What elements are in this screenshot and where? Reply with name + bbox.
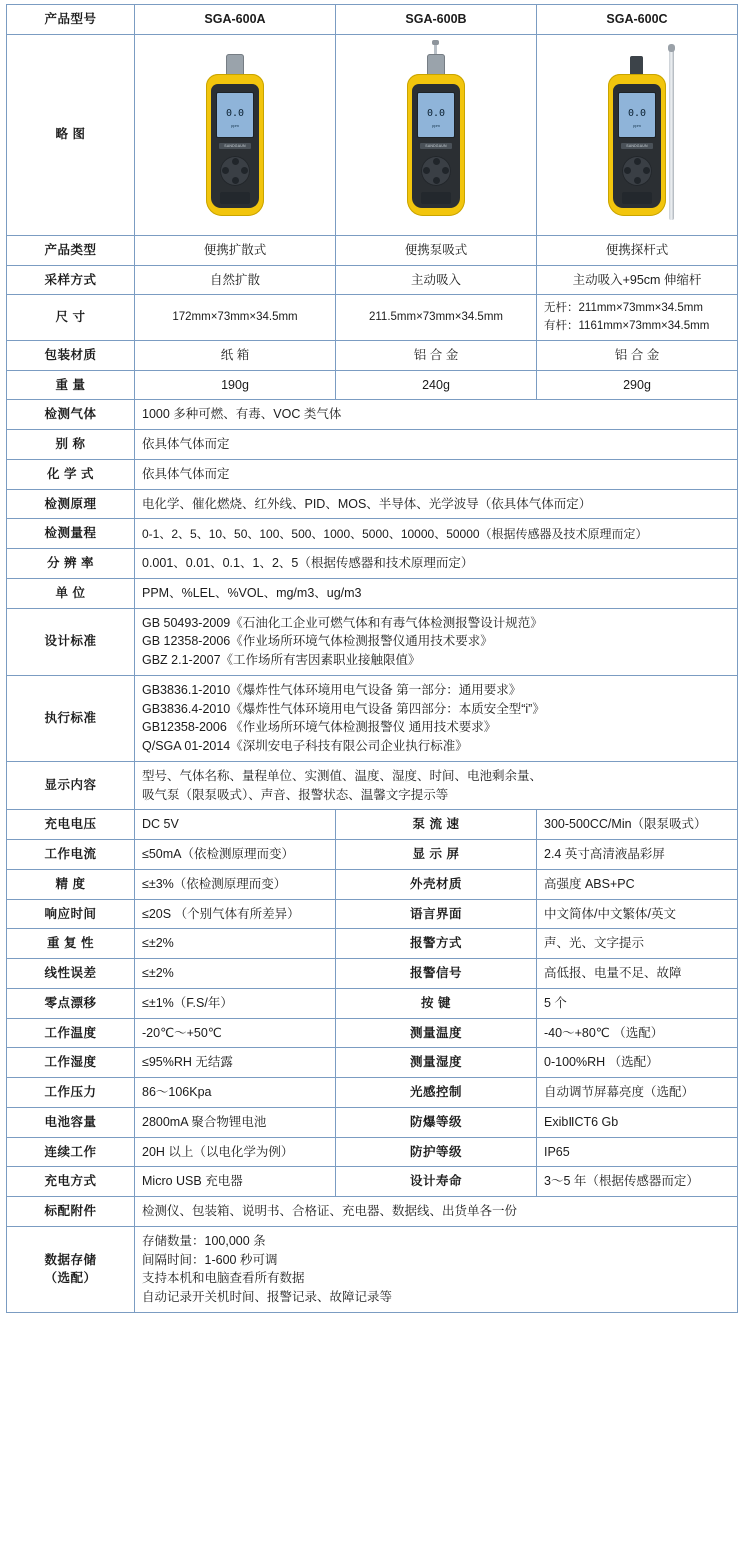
portable-pump-device-image [401,40,471,230]
sensor-cap-icon [226,54,244,76]
row-label-size: 尺 寸 [7,295,135,341]
row-label-working-pressure: 工作压力 [7,1078,135,1108]
product-type-c: 便携探杆式 [537,235,738,265]
device-screen [618,92,656,138]
storage-line-3: 支持本机和电脑查看所有数据 [142,1271,305,1286]
row-label-repeatability: 重 复 性 [7,929,135,959]
table-row-alias [7,430,738,460]
portable-diffusion-device-image [200,40,270,230]
display-content-value [135,761,738,810]
storage-value [135,1226,738,1312]
row-label-pump-flow: 泵 流 速 [336,810,537,840]
storage-line-2: 间隔时间：1-600 秒可调 [142,1252,278,1267]
row-label-display-content: 显示内容 [7,761,135,810]
row-label-language: 语言界面 [336,899,537,929]
model-a: SGA-600A [135,5,336,35]
display-content-line-2: 吸气泵（限泵吸式）、声音、报警状态、温馨文字提示等 [142,787,449,802]
measure-humidity-value: 0-100%RH （选配） [537,1048,738,1078]
row-label-working-current: 工作电流 [7,840,135,870]
design-life-value: 3～5 年（根据传感器而定） [537,1167,738,1197]
device-brand-c: SANDGAUN [621,143,653,149]
range-value: 0-1、2、5、10、50、100、500、1000、5000、10000、50000（根据传感器及技术原理而定） [135,519,738,549]
row-label-sketch: 略 图 [7,34,135,235]
exec-standard-line-3: GB12358-2006 《作业场所环境气体检测报警仪 通用技术要求》 [142,720,497,735]
table-row-pair-9 [7,1078,738,1108]
table-row-packing [7,340,738,370]
row-label-design-life: 设计寿命 [336,1167,537,1197]
row-label-charge-voltage: 充电电压 [7,810,135,840]
portable-probe-device-image [602,40,672,230]
key-left [222,167,229,174]
linearity-error-value: ≤±2% [135,959,336,989]
row-label-continuous-work: 连续工作 [7,1137,135,1167]
sketch-cell-b [336,34,537,235]
packing-a: 纸 箱 [135,340,336,370]
row-label-measure-temperature: 测量温度 [336,1018,537,1048]
row-label-response-time: 响应时间 [7,899,135,929]
row-label-accuracy: 精 度 [7,869,135,899]
design-standard-line-3: GBZ 2.1-2007《工作场所有害因素职业接触限值》 [142,653,421,667]
size-c-line1: 无杆：211mm×73mm×34.5mm [544,302,703,315]
device-keypad [220,156,250,186]
battery-capacity-value: 2800mA 聚合物锂电池 [135,1107,336,1137]
device-speaker-grill [622,192,652,204]
row-label-storage-line1: 数据存储 [44,1252,97,1267]
alarm-signal-value: 高低报、电量不足、故障 [537,959,738,989]
exec-standard-line-2: GB3836.4-2010《爆炸性气体环境用电气设备 第四部分：本质安全型“i”》 [142,701,545,716]
shell-material-value: 高强度 ABS+PC [537,869,738,899]
light-control-value: 自动调节屏幕亮度（选配） [537,1078,738,1108]
working-pressure-value: 86～106Kpa [135,1078,336,1108]
charge-method-value: Micro USB 充电器 [135,1167,336,1197]
table-row-size [7,295,738,341]
working-humidity-value: ≤95%RH 无结露 [135,1048,336,1078]
key-left [624,167,631,174]
sampling-a: 自然扩散 [135,265,336,295]
design-standard-value [135,608,738,675]
unit-value: PPM、%LEL、%VOL、mg/m3、ug/m3 [135,578,738,608]
row-label-design-standard: 设计标准 [7,608,135,675]
row-label-explosion-proof: 防爆等级 [336,1107,537,1137]
pump-inlet-tip-icon [432,40,439,45]
table-row-pair-7 [7,1018,738,1048]
row-label-alarm-signal: 报警信号 [336,959,537,989]
working-temperature-value: -20℃～+50℃ [135,1018,336,1048]
row-label-weight: 重 量 [7,370,135,400]
product-type-a: 便携扩散式 [135,235,336,265]
key-down [433,177,440,184]
weight-b: 240g [336,370,537,400]
table-row-pair-5 [7,959,738,989]
row-label-keys: 按 键 [336,988,537,1018]
table-row-storage [7,1226,738,1312]
sampling-b: 主动吸入 [336,265,537,295]
table-row-unit [7,578,738,608]
table-row-pair-10 [7,1107,738,1137]
product-type-b: 便携泵吸式 [336,235,537,265]
charge-voltage-value: DC 5V [135,810,336,840]
table-row-pair-2 [7,869,738,899]
table-row-sampling [7,265,738,295]
row-label-working-humidity: 工作湿度 [7,1048,135,1078]
resolution-value: 0.001、0.01、0.1、1、2、5（根据传感器和技术原理而定） [135,549,738,579]
row-label-zero-drift: 零点漂移 [7,988,135,1018]
row-label-packing: 包装材质 [7,340,135,370]
row-label-alias: 别 称 [7,430,135,460]
screen-unit-a: ppm [231,122,239,128]
accessories-value: 检测仪、包装箱、说明书、合格证、充电器、数据线、出货单各一份 [135,1197,738,1227]
zero-drift-value: ≤±1%（F.S/年） [135,988,336,1018]
table-row-pair-3 [7,899,738,929]
continuous-work-value: 20H 以上（以电化学为例） [135,1137,336,1167]
row-label-model: 产品型号 [7,5,135,35]
response-time-value: ≤20S （个别气体有所差异） [135,899,336,929]
row-label-measure-humidity: 测量湿度 [336,1048,537,1078]
row-label-battery-capacity: 电池容量 [7,1107,135,1137]
size-a: 172mm×73mm×34.5mm [135,295,336,341]
row-label-principle: 检测原理 [7,489,135,519]
row-label-resolution: 分 辨 率 [7,549,135,579]
row-label-protection-grade: 防护等级 [336,1137,537,1167]
row-label-charge-method: 充电方式 [7,1167,135,1197]
screen-value-b: 0.0 [426,107,446,119]
key-down [232,177,239,184]
screen-value-a: 0.0 [225,107,245,119]
weight-a: 190g [135,370,336,400]
accuracy-value: ≤±3%（依检测原理而变） [135,869,336,899]
sketch-cell-a [135,34,336,235]
table-row-pair-11 [7,1137,738,1167]
row-label-storage [7,1226,135,1312]
row-label-light-control: 光感控制 [336,1078,537,1108]
device-screen [216,92,254,138]
pump-flow-value: 300-500CC/Min（限泵吸式） [537,810,738,840]
row-label-linearity-error: 线性误差 [7,959,135,989]
table-row-model [7,5,738,35]
packing-c: 铝 合 金 [537,340,738,370]
table-row-detect-gas [7,400,738,430]
explosion-proof-value: ExibⅡCT6 Gb [537,1107,738,1137]
device-screen [417,92,455,138]
keys-value: 5 个 [537,988,738,1018]
table-row-pair-1 [7,840,738,870]
row-label-shell-material: 外壳材质 [336,869,537,899]
device-brand-b: SANDGAUN [420,143,452,149]
detect-gas-value: 1000 多种可燃、有毒、VOC 类气体 [135,400,738,430]
row-label-sampling: 采样方式 [7,265,135,295]
table-row-range [7,519,738,549]
table-row-sketch [7,34,738,235]
device-keypad [421,156,451,186]
model-c: SGA-600C [537,5,738,35]
working-current-value: ≤50mA（依检测原理而变） [135,840,336,870]
row-label-accessories: 标配附件 [7,1197,135,1227]
row-label-exec-standard: 执行标准 [7,675,135,761]
protection-grade-value: IP65 [537,1137,738,1167]
exec-standard-line-1: GB3836.1-2010《爆炸性气体环境用电气设备 第一部分：通用要求》 [142,682,522,697]
storage-line-4: 自动记录开关机时间、报警记录、故障记录等 [142,1290,393,1304]
probe-tip-icon [668,44,675,52]
key-right [442,167,449,174]
exec-standard-value [135,675,738,761]
size-b: 211.5mm×73mm×34.5mm [336,295,537,341]
device-speaker-grill [220,192,250,204]
sketch-cell-c [537,34,738,235]
design-standard-line-2: GB 12358-2006《作业场所环境气体检测报警仪通用技术要求》 [142,634,493,649]
key-up [634,158,641,165]
table-row-resolution [7,549,738,579]
key-up [232,158,239,165]
language-value: 中文简体/中文繁体/英文 [537,899,738,929]
screen-value-c: 0.0 [627,107,647,119]
key-left [423,167,430,174]
alarm-mode-value: 声、光、文字提示 [537,929,738,959]
device-keypad [622,156,652,186]
probe-connector-icon [630,56,643,76]
table-row-exec-standard [7,675,738,761]
measure-temperature-value: -40～+80℃ （选配） [537,1018,738,1048]
size-c-line2: 有杆：1161mm×73mm×34.5mm [544,319,710,332]
row-label-detect-gas: 检测气体 [7,400,135,430]
row-label-formula: 化 学 式 [7,459,135,489]
sampling-c: 主动吸入+95cm 伸缩杆 [537,265,738,295]
key-down [634,177,641,184]
table-row-principle [7,489,738,519]
weight-c: 290g [537,370,738,400]
device-speaker-grill [421,192,451,204]
exec-standard-line-4: Q/SGA 01-2014《深圳安电子科技有限公司企业执行标准》 [142,739,468,753]
table-row-formula [7,459,738,489]
packing-b: 铝 合 金 [336,340,537,370]
row-label-unit: 单 位 [7,578,135,608]
storage-line-1: 存储数量：100,000 条 [142,1233,266,1248]
table-row-pair-12 [7,1167,738,1197]
key-right [241,167,248,174]
row-label-storage-line2: （选配） [44,1271,97,1286]
sensor-cap-icon [427,54,445,76]
table-row-pair-8 [7,1048,738,1078]
design-standard-line-1: GB 50493-2009《石油化工企业可燃气体和有毒气体检测报警设计规范》 [142,615,543,630]
telescopic-probe-rod-icon [669,48,674,220]
device-brand-a: SANDGAUN [219,143,251,149]
row-label-alarm-mode: 报警方式 [336,929,537,959]
table-row-weight [7,370,738,400]
table-row-pair-4 [7,929,738,959]
row-label-product-type: 产品类型 [7,235,135,265]
repeatability-value: ≤±2% [135,929,336,959]
alias-value: 依具体气体而定 [135,430,738,460]
table-row-accessories [7,1197,738,1227]
table-row-pair-0 [7,810,738,840]
screen-unit-b: ppm [432,122,440,128]
display-content-line-1: 型号、气体名称、量程单位、实测值、温度、湿度、时间、电池剩余量、 [142,768,543,783]
size-c [537,295,738,341]
row-label-range: 检测量程 [7,519,135,549]
row-label-display-screen: 显 示 屏 [336,840,537,870]
key-up [433,158,440,165]
table-row-pair-6 [7,988,738,1018]
table-row-display-content [7,761,738,810]
display-screen-value: 2.4 英寸高清液晶彩屏 [537,840,738,870]
table-row-product-type [7,235,738,265]
screen-unit-c: ppm [633,122,641,128]
principle-value: 电化学、催化燃烧、红外线、PID、MOS、半导体、光学波导（依具体气体而定） [135,489,738,519]
table-row-design-standard [7,608,738,675]
specification-table [6,4,738,1313]
formula-value: 依具体气体而定 [135,459,738,489]
key-right [643,167,650,174]
model-b: SGA-600B [336,5,537,35]
row-label-working-temperature: 工作温度 [7,1018,135,1048]
